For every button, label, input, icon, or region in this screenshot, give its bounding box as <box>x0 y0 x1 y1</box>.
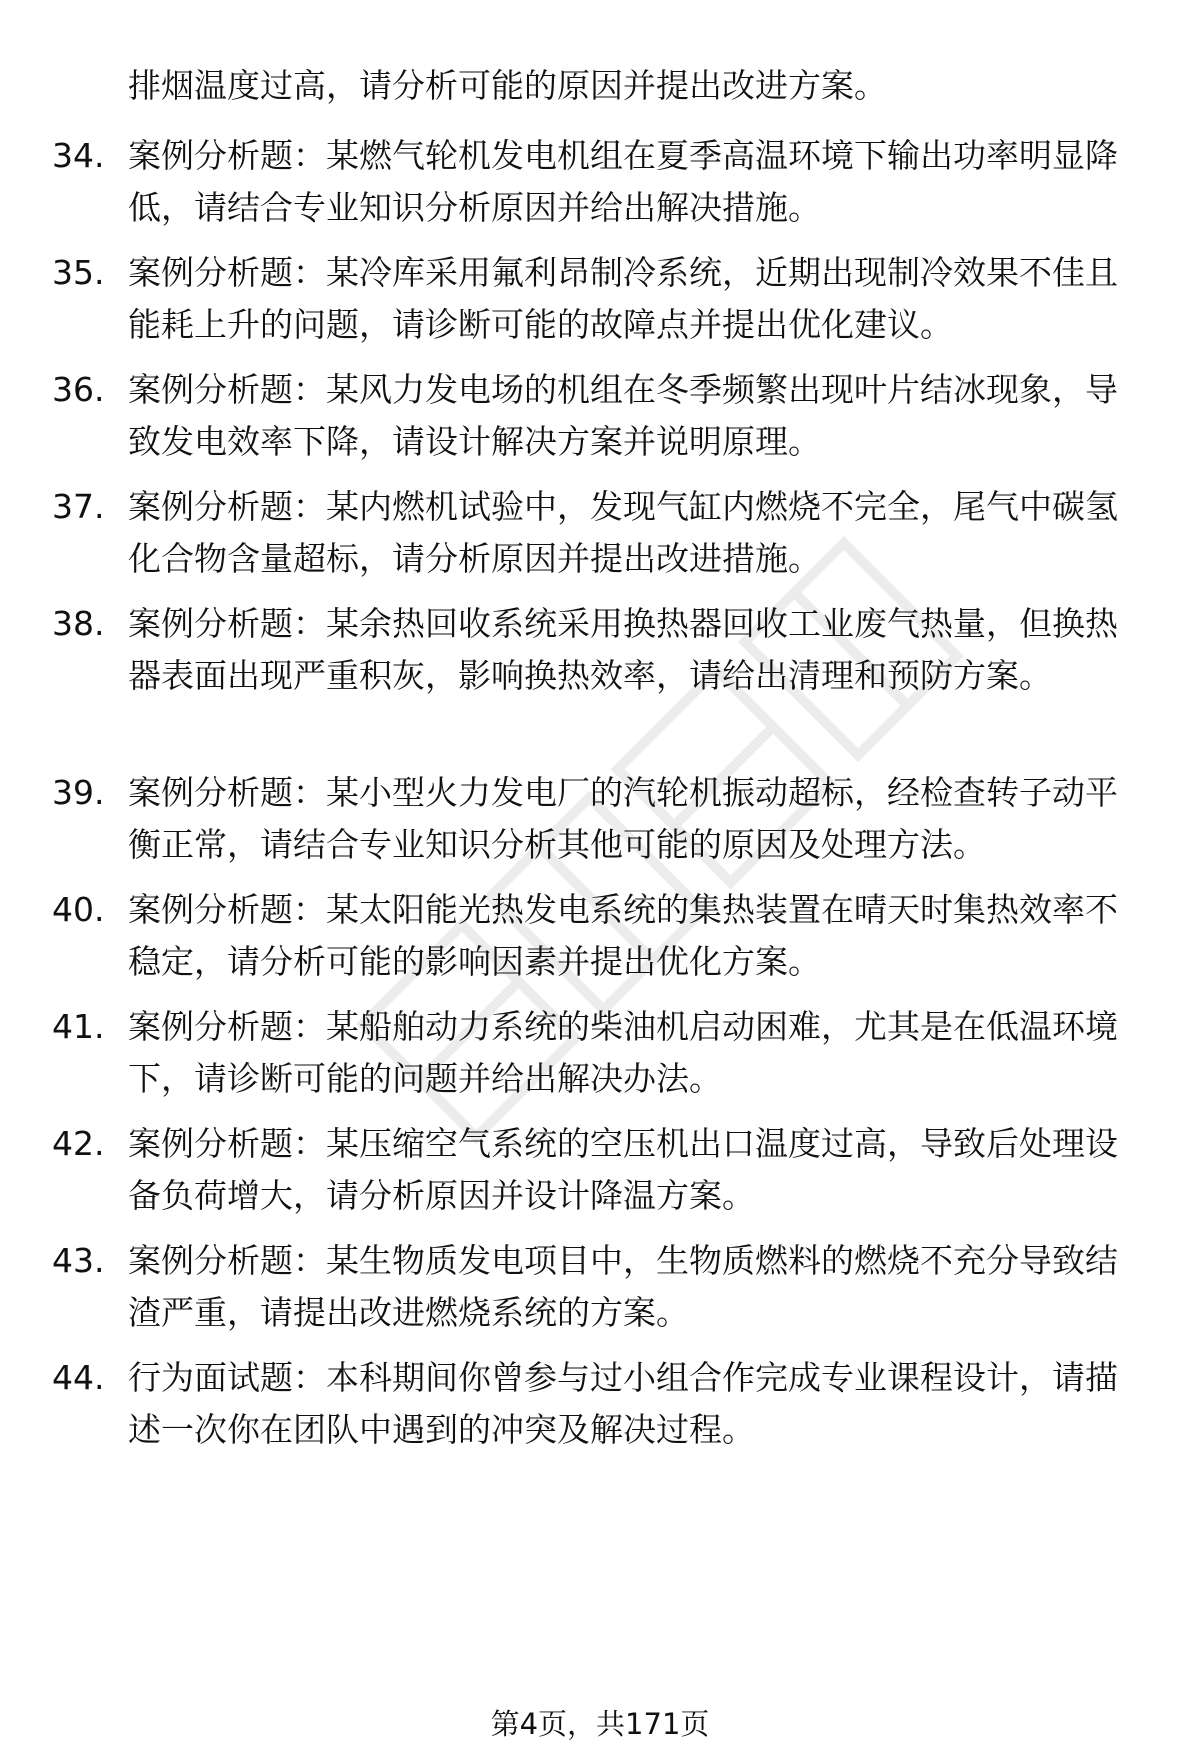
question-number: 37. <box>52 487 105 526</box>
question-text: 案例分析题：某船舶动力系统的柴油机启动困难，尤其是在低温环境下，请诊断可能的问题并给出解决办法。 <box>128 1007 1118 1098</box>
question-text: 案例分析题：某冷库采用氟利昂制冷系统，近期出现制冷效果不佳且能耗上升的问题，请诊断可能的故障点并提出优化建议。 <box>128 253 1118 344</box>
question-number: 35. <box>52 253 105 292</box>
question-number: 42. <box>52 1124 105 1163</box>
question-text: 案例分析题：某太阳能光热发电系统的集热装置在晴天时集热效率不稳定，请分析可能的影响因素并提出优化方案。 <box>128 890 1118 981</box>
question-number: 39. <box>52 773 105 812</box>
question-number: 43. <box>52 1241 105 1280</box>
page-footer: 第4页，共171页 <box>490 1707 710 1741</box>
question-text: 案例分析题：某内燃机试验中，发现气缸内燃烧不完全，尾气中碳氢化合物含量超标，请分析原因并提出改进措施。 <box>128 487 1118 578</box>
question-number: 38. <box>52 604 105 643</box>
question-text: 案例分析题：某余热回收系统采用换热器回收工业废气热量，但换热器表面出现严重积灰，影响换热效率，请给出清理和预防方案。 <box>128 604 1118 695</box>
question-number: 44. <box>52 1358 105 1397</box>
question-text: 案例分析题：某压缩空气系统的空压机出口温度过高，导致后处理设备负荷增大，请分析原因并设计降温方案。 <box>128 1124 1118 1215</box>
question-text: 案例分析题：某生物质发电项目中，生物质燃料的燃烧不充分导致结渣严重，请提出改进燃烧系统的方案。 <box>128 1241 1118 1332</box>
question-text: 案例分析题：某小型火力发电厂的汽轮机振动超标，经检查转子动平衡正常，请结合专业知识分析其他可能的原因及处理方法。 <box>128 773 1118 864</box>
question-number: 40. <box>52 890 105 929</box>
question-number: 34. <box>52 136 105 175</box>
continuation-text: 排烟温度过高，请分析可能的原因并提出改进方案。 <box>128 66 887 105</box>
question-number: 36. <box>52 370 105 409</box>
question-text: 案例分析题：某燃气轮机发电机组在夏季高温环境下输出功率明显降低，请结合专业知识分析原因并给出解决措施。 <box>128 136 1118 227</box>
question-number: 41. <box>52 1007 105 1046</box>
question-text: 案例分析题：某风力发电场的机组在冬季频繁出现叶片结冰现象，导致发电效率下降，请设计解决方案并说明原理。 <box>128 370 1118 461</box>
question-text: 行为面试题：本科期间你曾参与过小组合作完成专业课程设计，请描述一次你在团队中遇到的冲突及解决过程。 <box>128 1358 1118 1449</box>
